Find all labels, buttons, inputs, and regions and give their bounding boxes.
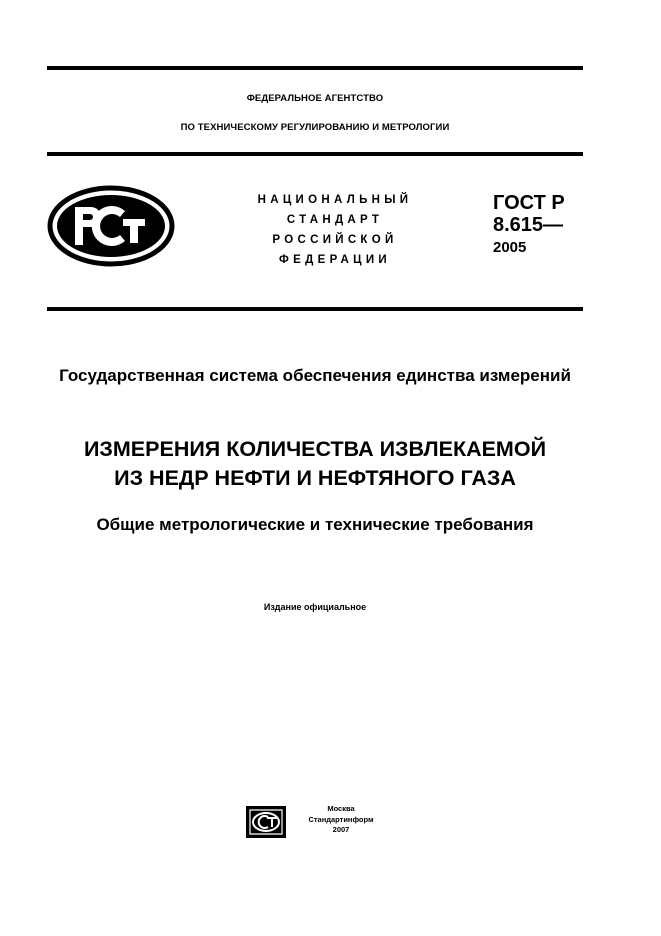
document-subtitle: Общие метрологические и технические требования — [96, 515, 534, 534]
agency-name-line2: ПО ТЕХНИЧЕСКОМУ РЕГУЛИРОВАНИЮ И МЕТРОЛОГИИ — [180, 122, 450, 133]
gost-designation — [493, 192, 565, 258]
publisher-imprint — [296, 804, 386, 836]
edition-note: Издание официальное — [263, 602, 367, 612]
agency-name-line1: ФЕДЕРАЛЬНОЕ АГЕНТСТВО — [246, 93, 384, 104]
title-line1: ИЗМЕРЕНИЯ КОЛИЧЕСТВА ИЗВЛЕКАЕМОЙ — [83, 437, 547, 461]
gost-label: ГОСТ Р — [493, 192, 565, 214]
national-line: СТАНДАРТ — [286, 214, 384, 226]
gost-number: 8.615— — [493, 214, 564, 236]
top-divider — [47, 66, 583, 70]
standard-divider — [47, 307, 583, 311]
national-line: РОССИЙСКОЙ — [272, 234, 398, 246]
national-line: НАЦИОНАЛЬНЫЙ — [257, 194, 413, 206]
publisher-city: Москва — [327, 804, 355, 813]
header-divider — [47, 152, 583, 156]
system-title: Государственная система обеспечения единства измерений — [59, 366, 571, 385]
national-standard-label — [230, 190, 440, 270]
national-line: ФЕДЕРАЦИИ — [279, 254, 391, 266]
gost-year: 2005 — [493, 239, 527, 256]
standartinform-logo-icon — [246, 806, 286, 838]
publisher-name: Стандартинформ — [308, 814, 374, 824]
publisher-year: 2007 — [332, 825, 350, 834]
title-line2: ИЗ НЕДР НЕФТИ И НЕФТЯНОГО ГАЗА — [114, 466, 516, 490]
rst-emblem-icon — [47, 185, 175, 267]
document-title — [47, 435, 583, 493]
